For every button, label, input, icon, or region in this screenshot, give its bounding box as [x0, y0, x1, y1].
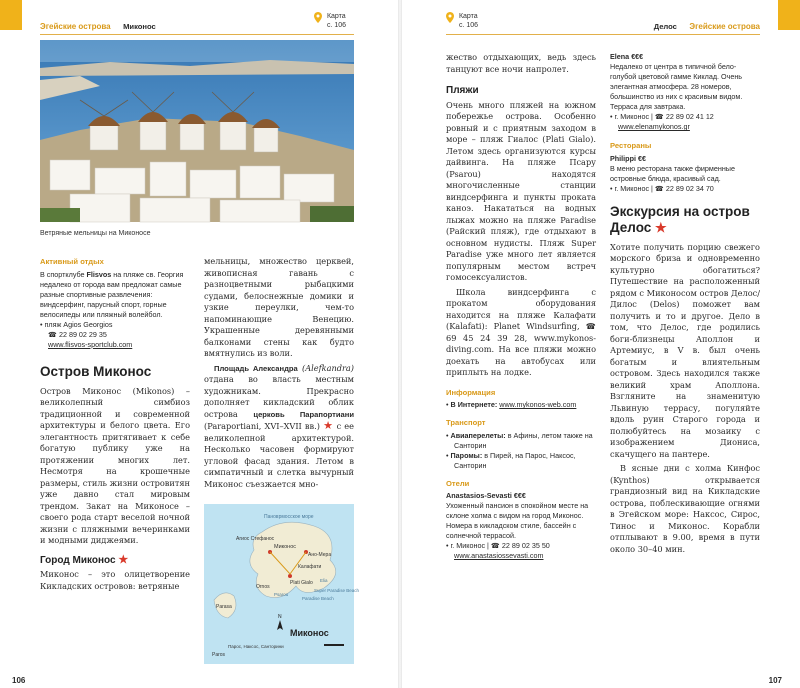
sidebar-heading-restaurants: Рестораны: [610, 141, 652, 150]
transport-air: • Авиаперелеты: в Афины, летом также на Санторин: [446, 430, 593, 450]
right-column-1: [446, 52, 596, 561]
header-place: Делос: [653, 22, 677, 31]
map-place: Ornos: [256, 584, 270, 590]
sidebar-active-text: В спортклубе Flisvos на пляже св. Георгия недалеко от города вам предложат самые разные спортивные развлечения: виндсерфинг, парусный спорт, горные велосипеды или пляжный волейбол.: [40, 269, 184, 319]
sidebar-heading-info: Информация: [446, 387, 496, 397]
map-place: Агиос Стефанос: [236, 536, 275, 542]
paragraph-island: Остров Миконос (Mikonos) – великолепный симбиоз традиционной и современной архитектуры и белого цвета. Его элегантность притягивает к себе богатую публику уже на протяжении многих лет. Несмотря на крошечные размеры, стиль жизни островитян уже давно стал мировым трендом. Закат на Миконосе – своего рода старт веселой ночной жизни с пляжными вечеринками и модными диджеями.: [40, 385, 191, 545]
running-header: [40, 22, 156, 31]
star-icon: ★: [655, 219, 667, 235]
hotel-2-name: Elena €€€: [610, 52, 644, 61]
heading-beaches: Пляжи: [446, 85, 479, 96]
header-section: Эгейские острова: [40, 22, 111, 31]
hotel-1-site-link[interactable]: www.anastasiossevasti.com: [454, 551, 544, 560]
paragraph-delos-1: Хотите получить порцию свежего морского бриза и одновременно культурно обогатиться? Путешествие на расположенный рядом с Миконосом остров Делос/Дилос (Delos) поможет вам получить и то и другое. Дело в том, что Делос, где родились боги-близнецы Аполлон и Артемиус, в V в. был очень богатым и влиятельным островом. Здесь находился также великий храм Аполлона. Взгляните на знаменитую Львиную террасу, погуляйте вдоль руин Старого города и полюбуйтесь на мозаику с изображением Диониса, скачущего на пантере.: [610, 241, 760, 459]
page-number-right: 107: [768, 676, 782, 685]
header-place: Миконос: [123, 22, 156, 31]
hotel-2-text: Недалеко от центра в типичной бело-голубой цветовой гамме Киклад. Очень элегантная атмосфера. 28 номеров, большинство из них с красивым видом. Терраса для завтрака.: [610, 62, 743, 111]
left-column-1: [40, 256, 190, 595]
left-column-2: [204, 256, 354, 493]
paragraph-continued: жество отдыхающих, ведь здесь танцуют все ночи напролет.: [446, 52, 596, 74]
map-place: Миконос: [274, 544, 297, 550]
sidebar-site-link[interactable]: www.flisvos-sportclub.com: [48, 339, 133, 349]
transport-ferry: • Паромы: в Пирей, на Парос, Наксос, Санторин: [446, 450, 576, 470]
photo-caption: Ветряные мельницы на Миконосе: [40, 230, 151, 237]
hotel-1-contact: • г. Миконос | ☎ 22 89 02 35 50: [446, 541, 550, 550]
hotel-2-contact: • г. Миконос | ☎ 22 89 02 41 12: [610, 112, 714, 121]
map-place: Psarou: [274, 592, 289, 597]
hotel-2-site-link[interactable]: www.elenamykonos.gr: [618, 122, 690, 131]
map-bottom-label: Парос, Наксос, Санторини: [228, 644, 284, 649]
sidebar-heading-active: Активный отдых: [40, 257, 104, 266]
hotel-1-text: Ухоженный пансион в спокойном месте на склоне холма с видом на город Миконос. Номера в кикладском стиле, бассейн с солнечной террасой.: [446, 501, 589, 540]
map-pin-icon: [446, 12, 454, 23]
map-page: с. 106: [326, 22, 347, 29]
restaurant-1-contact: • г. Миконос | ☎ 22 89 02 34 70: [610, 183, 714, 193]
color-tab: [778, 0, 800, 30]
heading-island: Остров Миконос: [40, 363, 152, 379]
header-rule: [40, 34, 354, 35]
paragraph-windmills: мельницы, множество церквей, живописная гавань с разноцветными рыбацкими судами, белоснежные домики и узкие переулки, чем-то напоминающие Венецию. Украшенные деревянными балконами стены как будто вмятнулись из воли.: [204, 256, 354, 358]
windmills-photo: [40, 40, 354, 222]
map-place: Plati Gialo: [290, 580, 313, 586]
map-sea-label: Пановрмосское море: [264, 514, 314, 520]
map-label: Карта: [458, 13, 478, 20]
paragraph-town: Миконос – это олицетворение Кикладских островов: ветряные: [40, 569, 190, 591]
paragraph-windsurf-school: Школа виндсерфинга с прокатом оборудования находится на пляже Калафати (Kalafati): Planet Windsurfing, ☎ 69 45 24 39 28, www.mykonos-diving.com. На все пляжи можно доехать на автобусах или приплыть на лодке.: [446, 286, 596, 377]
heading-town: Город Миконос ★: [40, 553, 129, 566]
paragraph-beaches: Очень много пляжей на южном побережье острова. Особенно ровный и с приятным заходом в море – пляж Гиалос (Plati Gialo). Летом здесь организуются курсы дайвинга. На пляже Псару (Psarou) находятся многочисленные станции виндсерфинга и пункты проката каноэ. Накататься на водных лыжах можно на пляже Paradise (Райский пляж), где отдыхают в основном нудисты. Пляж Super Paradise уже много лет является популярным местом встреч гомосексуалистов.: [446, 99, 596, 282]
sidebar-heading-hotels: Отели: [446, 478, 470, 488]
heading-delos: Экскурсия на остров Делос ★: [610, 203, 750, 235]
map-place: Ано-Мера: [308, 552, 332, 558]
running-header: [654, 22, 760, 31]
restaurant-1-name: Philippi €€: [610, 153, 646, 163]
info-site-link[interactable]: www.mykonos-web.com: [499, 400, 577, 409]
map-page: с. 106: [458, 22, 479, 29]
mykonos-map: [204, 504, 360, 664]
map-label: Карта: [326, 13, 346, 20]
map-place: Paradise Beach: [302, 596, 334, 601]
map-place: Калафати: [298, 564, 322, 570]
map-place: Parasa: [216, 604, 232, 610]
map-place: Super Paradise Beach: [314, 588, 360, 593]
restaurant-1-text: В меню ресторана также фирменные островные блюда, красивый сад.: [610, 163, 735, 183]
star-icon: ★: [323, 419, 334, 432]
page-number-left: 106: [12, 676, 26, 685]
svg-text:N: N: [278, 614, 282, 620]
info-internet: • В Интернете: www.mykonos-web.com: [446, 400, 577, 409]
map-title: Миконос: [290, 628, 329, 638]
map-reference[interactable]: [446, 12, 478, 30]
hotel-1-name: Anastasios-Sevasti €€€: [446, 491, 526, 500]
map-pin-icon: [314, 12, 322, 23]
map-reference[interactable]: [314, 12, 346, 30]
paragraph-delos-2: В ясные дни с холма Кинфос (Kynthos) открывается грандиозный вид на Кикладские острова, поблескивающие огнями в Эгейском море: Наксос, Сирос, Тинос и Миконос. Корабли отплывают в 9.00, время в пути около 30–40 мин.: [610, 463, 760, 554]
sidebar-heading-transport: Транспорт: [446, 418, 486, 427]
right-page: [400, 0, 800, 688]
color-tab: [0, 0, 22, 30]
map-place: Elia: [320, 578, 328, 583]
header-section: Эгейские острова: [689, 22, 760, 31]
right-column-2: [610, 52, 760, 558]
sidebar-address: • пляж Agios Georgios: [40, 319, 113, 329]
star-icon: ★: [118, 553, 129, 566]
sidebar-phone: ☎ 22 89 02 29 35: [48, 329, 107, 339]
paragraph-square: Площадь Александра (Alefkandra) отдана во власть местным художникам. Прекрасно дополняет кикладский облик острова церковь Парапортиани (Paraportiani, XVI–XVII вв.) ★ с ее великолепной архитектурой. Несколько часовен формируют угловой фасад здания. Летом в симпатичный и слетка вычурный Миконос съезжается мно-: [204, 362, 354, 489]
map-place: Paros: [212, 652, 226, 658]
header-rule: [446, 34, 760, 35]
club-name: Flisvos: [86, 269, 112, 279]
